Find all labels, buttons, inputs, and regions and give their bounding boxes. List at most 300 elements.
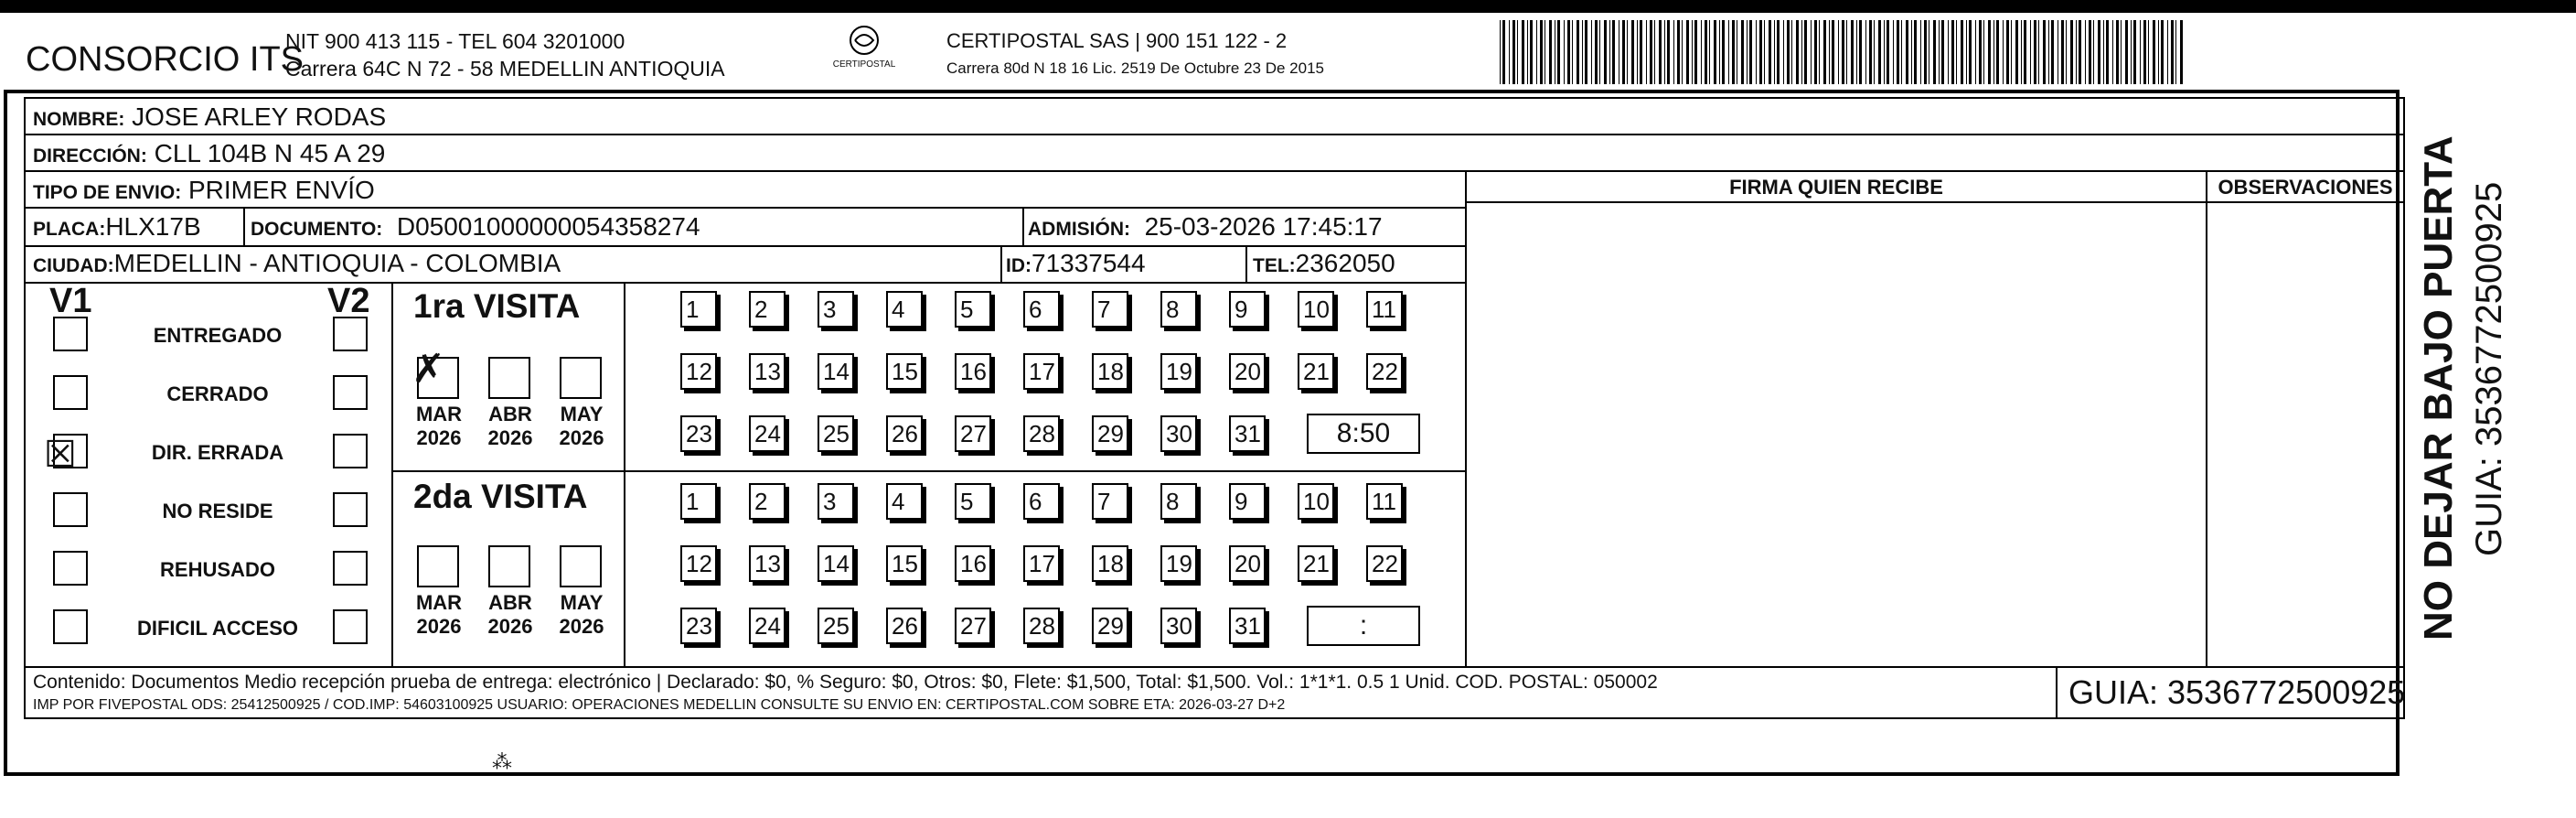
status-divider <box>391 282 393 666</box>
barcode-bar <box>2021 20 2022 84</box>
barcode-bar <box>1851 20 1854 84</box>
barcode-bar <box>1832 20 1834 84</box>
day-box[interactable]: 21 <box>1298 353 1334 390</box>
month-label: ABR <box>488 403 532 425</box>
certipostal-emblem-icon <box>846 24 882 57</box>
day-box[interactable]: 4 <box>886 291 923 328</box>
barcode-bar <box>1869 20 1872 84</box>
v1-checkbox[interactable] <box>53 551 88 586</box>
barcode-bar <box>1838 20 1839 84</box>
barcode-bar <box>1911 20 1912 84</box>
barcode-bar <box>1988 20 1991 84</box>
barcode-bar <box>2003 20 2004 84</box>
day-box[interactable]: 29 <box>1092 608 1128 644</box>
day-box[interactable]: 30 <box>1160 415 1197 452</box>
barcode-bar <box>1741 20 1744 84</box>
barcode-bar <box>2106 20 2109 84</box>
barcode-bar <box>1749 20 1752 84</box>
footer-line <box>26 666 2403 668</box>
year-label: 2026 <box>559 426 604 449</box>
admission-label: ADMISIÓN: <box>1028 219 1130 240</box>
plate-row <box>26 209 1465 247</box>
day-box[interactable]: 5 <box>955 291 991 328</box>
day-box[interactable]: 16 <box>955 353 991 390</box>
barcode-bar <box>1975 20 1976 84</box>
year-label: 2026 <box>487 615 533 638</box>
signature-header: FIRMA QUIEN RECIBE <box>1729 176 1943 199</box>
barcode-bar <box>1747 20 1748 84</box>
barcode-bar <box>1567 20 1570 84</box>
barcode-bar <box>1673 20 1674 84</box>
barcode-bar <box>1719 20 1720 84</box>
signature-col-divider <box>1465 172 1467 666</box>
barcode-bar <box>1819 20 1820 84</box>
barcode-bar <box>1914 20 1917 84</box>
day-box[interactable]: 8 <box>1160 291 1197 328</box>
barcode-bar <box>2093 20 2094 84</box>
document-cell <box>251 209 700 248</box>
barcode-bar <box>1939 20 1940 84</box>
barcode-bar <box>1591 20 1592 84</box>
name-label: NOMBRE: <box>33 109 125 130</box>
barcode-bar <box>2133 20 2136 84</box>
footer-divider <box>2056 666 2058 717</box>
barcode-bar <box>2048 20 2049 84</box>
barcode-bar <box>1667 20 1670 84</box>
status-label: DIFICIL ACCESO <box>136 617 298 640</box>
month-checkbox[interactable] <box>560 545 602 587</box>
barcode-bar <box>2051 20 2054 84</box>
day-box[interactable]: 9 <box>1229 483 1266 520</box>
carrier-info <box>946 27 1324 82</box>
barcode-bar <box>2125 20 2128 84</box>
day-box[interactable]: 25 <box>818 608 854 644</box>
month-checkbox[interactable] <box>417 545 459 587</box>
status-label: REHUSADO <box>160 558 275 581</box>
barcode-bar <box>2030 20 2031 84</box>
address-label: DIRECCIÓN: <box>33 145 147 167</box>
barcode-bar <box>1564 20 1565 84</box>
barcode-bar <box>1557 20 1560 84</box>
v1-checkbox[interactable] <box>53 492 88 527</box>
barcode-bar <box>1502 20 1505 84</box>
month-checkbox[interactable] <box>560 357 602 399</box>
barcode-bar <box>2180 20 2183 84</box>
barcode-bar <box>1517 20 1518 84</box>
day-box[interactable]: 13 <box>749 353 786 390</box>
day-box[interactable]: 10 <box>1298 291 1334 328</box>
ship-type-label: TIPO DE ENVIO: <box>33 182 182 203</box>
day-box[interactable]: 29 <box>1092 415 1128 452</box>
day-box[interactable]: 16 <box>955 545 991 582</box>
barcode-bar <box>1637 20 1638 84</box>
month-label: ABR <box>488 591 532 614</box>
day-box[interactable]: 8 <box>1160 483 1197 520</box>
barcode-bar <box>1664 20 1665 84</box>
barcode-bar <box>1783 20 1784 84</box>
barcode <box>1500 20 2186 84</box>
day-box[interactable]: 14 <box>818 545 854 582</box>
barcode-bar <box>1627 20 1628 84</box>
city-value: MEDELLIN - ANTIOQUIA - COLOMBIA <box>113 249 561 277</box>
barcode-bar <box>1979 20 1982 84</box>
barcode-bar <box>2038 20 2039 84</box>
barcode-bar <box>2079 20 2081 84</box>
day-box[interactable]: 2 <box>749 291 786 328</box>
barcode-bar <box>2006 20 2009 84</box>
month-label: MAR <box>415 591 463 614</box>
barcode-bar <box>2143 20 2146 84</box>
barcode-bar <box>1897 20 1899 84</box>
month-label: MAY <box>560 591 604 614</box>
day-box[interactable]: 28 <box>1023 608 1060 644</box>
day-box[interactable]: 19 <box>1160 545 1197 582</box>
year-label: 2026 <box>416 615 462 638</box>
barcode-bar <box>1865 20 1866 84</box>
day-box[interactable]: 12 <box>680 545 717 582</box>
company-info <box>285 27 725 82</box>
stray-mark: ⁂ <box>492 750 512 773</box>
day-box[interactable]: 22 <box>1366 545 1403 582</box>
barcode-bar <box>1920 20 1921 84</box>
id-cell <box>1006 245 1146 285</box>
barcode-bar <box>2015 20 2018 84</box>
barcode-bar <box>1585 20 1587 84</box>
barcode-bar <box>1777 20 1780 84</box>
day-box[interactable]: 3 <box>818 483 854 520</box>
barcode-bar <box>2085 20 2086 84</box>
day-box[interactable]: 14 <box>818 353 854 390</box>
tel-value: 2362050 <box>1295 249 1395 277</box>
day-box[interactable]: 25 <box>818 415 854 452</box>
ship-type: PRIMER ENVÍO <box>187 176 375 204</box>
day-box[interactable]: 20 <box>1229 353 1266 390</box>
admission-value: 25-03-2026 17:45:17 <box>1144 212 1383 241</box>
barcode-bar <box>1966 20 1967 84</box>
barcode-bar <box>2103 20 2104 84</box>
v2-checkbox[interactable] <box>333 551 368 586</box>
status-label: ENTREGADO <box>153 324 283 347</box>
barcode-bar <box>2024 20 2026 84</box>
barcode-bar <box>1859 20 1862 84</box>
barcode-bar <box>1512 20 1515 84</box>
barcode-bar <box>2076 20 2077 84</box>
barcode-bar <box>1804 20 1807 84</box>
barcode-bar <box>1823 20 1826 84</box>
barcode-bar <box>1924 20 1927 84</box>
barcode-bar <box>2140 20 2141 84</box>
month-checkbox[interactable] <box>488 357 530 399</box>
barcode-bar <box>1540 20 1543 84</box>
side-guia: GUIA: 3536772500925 <box>2469 181 2509 556</box>
barcode-bar <box>2034 20 2036 84</box>
guide-form <box>24 97 2405 719</box>
barcode-bar <box>1677 20 1680 84</box>
barcode-bar <box>1572 20 1573 84</box>
barcode-bar <box>2066 20 2067 84</box>
day-box[interactable]: 27 <box>955 608 991 644</box>
divider <box>1000 245 1002 282</box>
barcode-bar <box>1956 20 1957 84</box>
day-box[interactable]: 18 <box>1092 353 1128 390</box>
day-box[interactable]: 20 <box>1229 545 1266 582</box>
barcode-bar <box>1983 20 1984 84</box>
plate-cell <box>33 209 201 248</box>
status-label: CERRADO <box>166 382 269 405</box>
barcode-bar <box>1774 20 1775 84</box>
barcode-bar <box>1906 20 1908 84</box>
barcode-bar <box>1933 20 1936 84</box>
day-box[interactable]: 26 <box>886 608 923 644</box>
v2-header: V2 <box>327 282 370 320</box>
barcode-bar <box>1756 20 1757 84</box>
barcode-bar <box>1527 20 1528 84</box>
barcode-bar <box>1887 20 1889 84</box>
day-box[interactable]: 19 <box>1160 353 1197 390</box>
day-box[interactable]: 3 <box>818 291 854 328</box>
day-box[interactable]: 31 <box>1229 415 1266 452</box>
barcode-bar <box>1993 20 1994 84</box>
barcode-bar <box>1646 20 1647 84</box>
barcode-bar <box>1500 20 1501 84</box>
barcode-bar <box>1595 20 1598 84</box>
address-line: Carrera 64C N 72 - 58 MEDELLIN ANTIOQUIA <box>285 57 725 81</box>
footer-guia: GUIA: 3536772500925 <box>2068 673 2406 711</box>
day-box[interactable]: 24 <box>749 415 786 452</box>
v2-checkbox[interactable] <box>333 434 368 468</box>
barcode-bar <box>2171 20 2174 84</box>
day-box[interactable]: 23 <box>680 608 717 644</box>
footer-imp: IMP POR FIVEPOSTAL ODS: 25412500925 / COD.IMP: 54603100925 USUARIO: OPERACIONES MEDELLIN CONSULTE SU ENVIO EN: CERTIPOSTAL.COM SOBRE ETA: 2026-03-27 D+2 <box>33 697 1286 713</box>
day-box[interactable]: 23 <box>680 415 717 452</box>
visit1-title: 1ra VISITA <box>413 287 581 325</box>
barcode-bar <box>1692 20 1693 84</box>
status-label: DIR. ERRADA <box>151 441 284 464</box>
barcode-bar <box>1759 20 1762 84</box>
barcode-bar <box>1814 20 1817 84</box>
day-box[interactable]: 26 <box>886 415 923 452</box>
barcode-bar <box>2158 20 2159 84</box>
time-box[interactable]: : <box>1307 606 1420 646</box>
day-box[interactable]: 15 <box>886 545 923 582</box>
barcode-bar <box>2070 20 2073 84</box>
day-box[interactable]: 17 <box>1023 545 1060 582</box>
barcode-bar <box>1951 20 1954 84</box>
barcode-bar <box>1901 20 1902 84</box>
day-box[interactable]: 2 <box>749 483 786 520</box>
id-label: ID: <box>1006 255 1031 276</box>
barcode-bar <box>2112 20 2113 84</box>
day-box[interactable]: 18 <box>1092 545 1128 582</box>
day-box[interactable]: 11 <box>1366 483 1403 520</box>
admission-cell <box>1028 209 1383 248</box>
barcode-bar <box>1705 20 1707 84</box>
barcode-bar <box>1530 20 1533 84</box>
barcode-bar <box>2121 20 2122 84</box>
day-box[interactable]: 13 <box>749 545 786 582</box>
barcode-bar <box>2153 20 2155 84</box>
barcode-bar <box>1969 20 1972 84</box>
plate-value: HLX17B <box>105 212 201 241</box>
checkmark-month-mar: ✗ <box>412 346 445 393</box>
day-box[interactable]: 5 <box>955 483 991 520</box>
city-cell <box>33 245 561 285</box>
v1-checkbox[interactable] <box>53 609 88 644</box>
barcode-bar <box>2175 20 2176 84</box>
v2-checkbox[interactable] <box>333 375 368 410</box>
barcode-bar <box>1948 20 1949 84</box>
barcode-bar <box>2098 20 2100 84</box>
day-box[interactable]: 9 <box>1229 291 1266 328</box>
barcode-bar <box>1536 20 1537 84</box>
day-box[interactable]: 28 <box>1023 415 1060 452</box>
divider <box>1022 209 1024 245</box>
barcode-bar <box>1728 20 1729 84</box>
day-box[interactable]: 6 <box>1023 291 1060 328</box>
barcode-bar <box>1878 20 1881 84</box>
barcode-bar <box>1577 20 1579 84</box>
barcode-bar <box>1612 20 1615 84</box>
day-box[interactable]: 11 <box>1366 291 1403 328</box>
barcode-bar <box>1732 20 1735 84</box>
barcode-bar <box>1846 20 1847 84</box>
v1-header: V1 <box>49 282 92 320</box>
barcode-bar <box>1842 20 1844 84</box>
observation-col-divider <box>2206 172 2207 666</box>
barcode-bar <box>1631 20 1634 84</box>
day-box[interactable]: 17 <box>1023 353 1060 390</box>
day-box[interactable]: 30 <box>1160 608 1197 644</box>
barcode-bar <box>1893 20 1894 84</box>
day-box[interactable]: 22 <box>1366 353 1403 390</box>
day-box[interactable]: 1 <box>680 483 717 520</box>
document-value: D05001000000054358274 <box>396 212 700 241</box>
day-box[interactable]: 7 <box>1092 291 1128 328</box>
day-box[interactable]: 27 <box>955 415 991 452</box>
city-label: CIUDAD: <box>33 255 114 276</box>
checkmark-dir-errada: ☒ <box>44 434 77 476</box>
barcode-bar <box>2167 20 2168 84</box>
barcode-bar <box>1996 20 1999 84</box>
tel-cell <box>1253 245 1395 285</box>
visit2-title: 2da VISITA <box>413 478 588 515</box>
recipient-name: JOSE ARLEY RODAS <box>132 102 387 131</box>
day-box[interactable]: 6 <box>1023 483 1060 520</box>
barcode-bar <box>1941 20 1944 84</box>
time-box[interactable]: 8:50 <box>1307 414 1420 454</box>
barcode-bar <box>1604 20 1607 84</box>
document-label: DOCUMENTO: <box>251 219 383 240</box>
month-checkbox[interactable] <box>488 545 530 587</box>
logo-text: CERTIPOSTAL <box>832 59 896 70</box>
v1-checkbox[interactable] <box>53 317 88 351</box>
day-box[interactable]: 1 <box>680 291 717 328</box>
day-box[interactable]: 21 <box>1298 545 1334 582</box>
v1-checkbox[interactable] <box>53 375 88 410</box>
barcode-bar <box>1609 20 1610 84</box>
city-row <box>26 245 1465 284</box>
day-box[interactable]: 10 <box>1298 483 1334 520</box>
ship-type-row <box>26 172 1465 209</box>
name-row <box>26 99 2403 135</box>
barcode-bar <box>1874 20 1875 84</box>
barcode-bar <box>2161 20 2164 84</box>
barcode-bar <box>2011 20 2012 84</box>
carrier-address: Carrera 80d N 18 16 Lic. 2519 De Octubre 23 De 2015 <box>946 59 1324 77</box>
barcode-bar <box>1791 20 1792 84</box>
barcode-bar <box>1709 20 1710 84</box>
barcode-bar <box>2043 20 2046 84</box>
barcode-bar <box>1509 20 1510 84</box>
top-black-bar <box>0 0 2576 13</box>
barcode-bar <box>1787 20 1790 84</box>
address-row <box>26 135 2403 172</box>
barcode-bar <box>1796 20 1799 84</box>
day-box[interactable]: 4 <box>886 483 923 520</box>
barcode-bar <box>1714 20 1716 84</box>
barcode-bar <box>2131 20 2132 84</box>
barcode-bar <box>1654 20 1655 84</box>
footer-content: Contenido: Documentos Medio recepción prueba de entrega: electrónico | Declarado: $0, % Seguro: $0, Otros: $0, Flete: $1,500, Total: $1,500. Vol.: 1*1*1. 0.5 1 Unid. COD. POSTAL: 050002 <box>33 672 1658 693</box>
barcode-bar <box>1961 20 1963 84</box>
v2-checkbox[interactable] <box>333 609 368 644</box>
barcode-bar <box>1884 20 1885 84</box>
id-value: 71337544 <box>1031 249 1146 277</box>
barcode-bar <box>1829 20 1830 84</box>
barcode-bar <box>1599 20 1600 84</box>
visit-divider <box>391 470 1465 472</box>
day-box[interactable]: 24 <box>749 608 786 644</box>
barcode-bar <box>2148 20 2149 84</box>
month-label: MAR <box>415 403 463 425</box>
v2-checkbox[interactable] <box>333 317 368 351</box>
barcode-bar <box>1549 20 1552 84</box>
barcode-bar <box>1701 20 1702 84</box>
barcode-bar <box>1764 20 1765 84</box>
observations-header: OBSERVACIONES <box>2218 176 2393 199</box>
day-box[interactable]: 12 <box>680 353 717 390</box>
barcode-bar <box>1856 20 1857 84</box>
barcode-bar <box>1811 20 1812 84</box>
barcode-bar <box>1769 20 1771 84</box>
barcode-bar <box>2061 20 2064 84</box>
barcode-bar <box>1801 20 1802 84</box>
day-box[interactable]: 31 <box>1229 608 1266 644</box>
day-box[interactable]: 15 <box>886 353 923 390</box>
tel-label: TEL: <box>1253 255 1296 276</box>
day-box[interactable]: 7 <box>1092 483 1128 520</box>
year-label: 2026 <box>416 426 462 449</box>
certipostal-logo <box>823 24 905 81</box>
plate-label: PLACA: <box>33 219 106 240</box>
month-label: MAY <box>560 403 604 425</box>
barcode-bar <box>1682 20 1683 84</box>
carrier-line: CERTIPOSTAL SAS | 900 151 122 - 2 <box>946 29 1288 52</box>
barcode-bar <box>1650 20 1652 84</box>
nit-line: NIT 900 413 115 - TEL 604 3201000 <box>285 29 625 53</box>
year-label: 2026 <box>487 426 533 449</box>
divider <box>1245 245 1247 282</box>
barcode-bar <box>1622 20 1625 84</box>
v2-checkbox[interactable] <box>333 492 368 527</box>
year-label: 2026 <box>559 615 604 638</box>
barcode-bar <box>1640 20 1642 84</box>
months-divider <box>624 282 625 666</box>
status-label: NO RESIDE <box>162 500 273 522</box>
company-name: CONSORCIO ITS <box>26 40 305 79</box>
divider <box>243 209 245 245</box>
barcode-bar <box>1582 20 1583 84</box>
